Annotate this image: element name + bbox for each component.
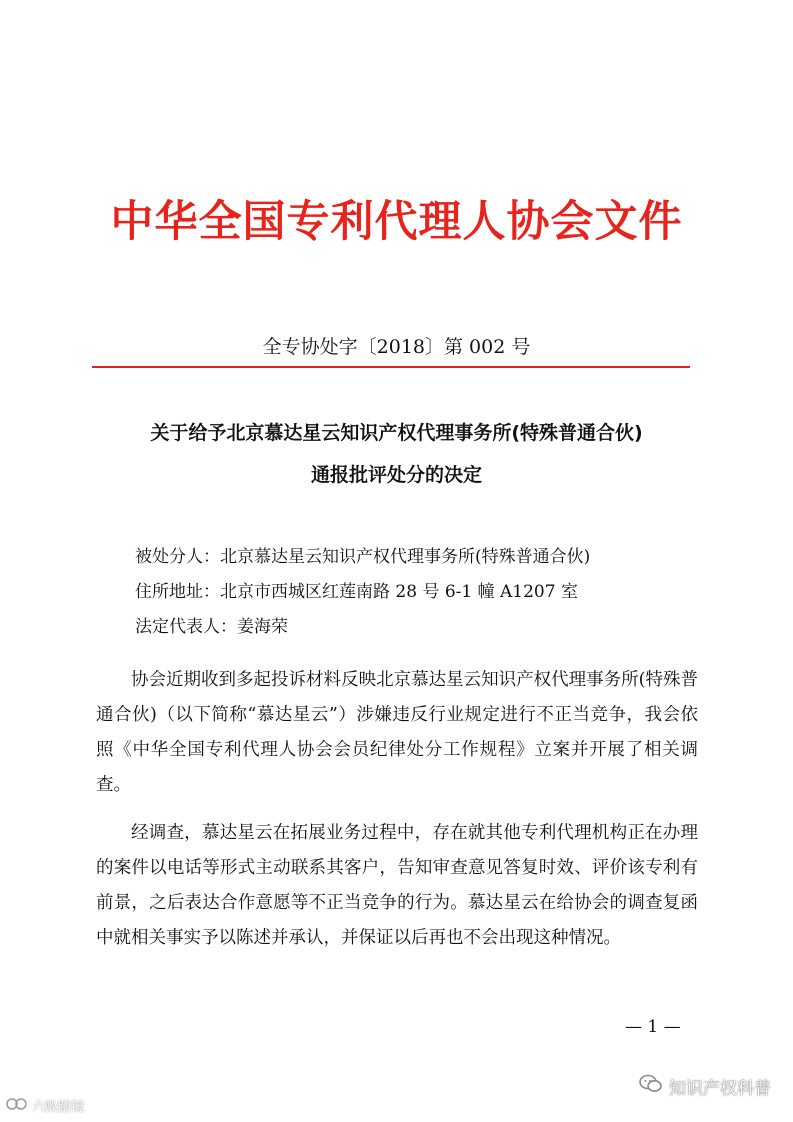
wechat-watermark xyxy=(639,1074,771,1099)
legal-representative: 法定代表人：姜海荣 xyxy=(135,617,288,637)
watermark-right-text: 知识产权科普 xyxy=(669,1079,771,1099)
decision-title-line1: 关于给予北京慕达星云知识产权代理事务所(特殊普通合伙) xyxy=(150,422,643,444)
watermark-left-text: 六败踏镜 xyxy=(32,1100,85,1115)
document-number: 全专协处字〔2018〕第 002 号 xyxy=(262,336,531,358)
wechat-icon xyxy=(639,1074,663,1099)
address: 住所地址：北京市西城区红莲南路 28 号 6-1 幢 A1207 室 xyxy=(135,582,578,602)
corner-watermark xyxy=(6,1096,84,1115)
decision-title-line2: 通报批评处分的决定 xyxy=(310,464,482,486)
logo-icon xyxy=(6,1097,28,1115)
masthead-title: 中华全国专利代理人协会文件 xyxy=(110,197,683,247)
body-paragraph-2: 经调查，慕达星云在拓展业务过程中，存在就其他专利代理机构正在办理的案件以电话等形式主动联系其客户，告知审查意见答复时效、评价该专利有前景，之后表达合作意愿等不正当竞争的行为。慕达星云在给协会的调查复函中就相关事实予以陈述并承认，并保证以后再也不会出现这种情况。 xyxy=(96,823,698,948)
red-divider xyxy=(92,366,690,368)
body-paragraph-1: 协会近期收到多起投诉材料反映北京慕达星云知识产权代理事务所(特殊普通合伙)（以下简称“慕达星云”）涉嫌违反行业规定进行不正当竞争，我会依照《中华全国专利代理人协会会员纪律处分工作规程》立案并开展了相关调查。 xyxy=(96,670,698,795)
punished-party: 被处分人：北京慕达星云知识产权代理事务所(特殊普通合伙) xyxy=(135,547,591,567)
page-number: — 1 — xyxy=(625,1017,681,1037)
